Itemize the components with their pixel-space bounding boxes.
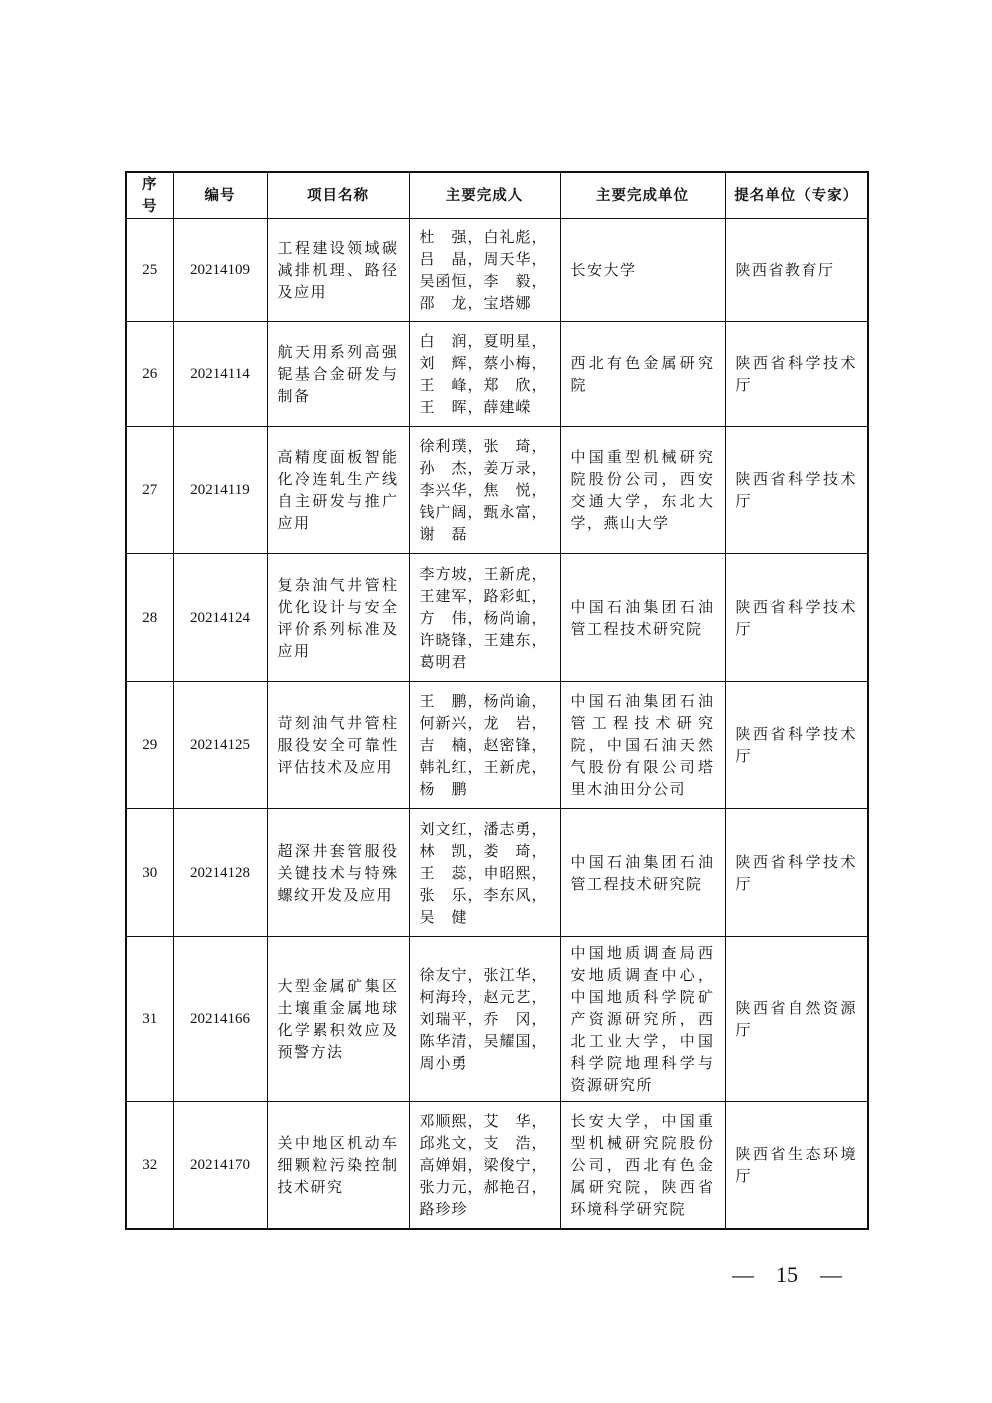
cell-index: 29 <box>126 682 173 809</box>
cell-code: 20214128 <box>173 809 267 937</box>
person-line: 杜 强，白礼彪， <box>419 228 548 246</box>
cell-nominator: 陕西省科学技术厅 <box>725 554 868 682</box>
table-row <box>126 554 868 682</box>
person-line: 邵 龙，宝塔娜 <box>419 294 532 312</box>
table-row <box>126 427 868 554</box>
person-line: 谢 磊 <box>419 525 468 543</box>
cell-code: 20214124 <box>173 554 267 682</box>
person-line: 张 乐，李东风， <box>419 885 548 904</box>
header-nominator: 提名单位（专家） <box>725 172 868 219</box>
cell-code: 20214119 <box>173 427 267 554</box>
cell-project-name: 航天用系列高强铌基合金研发与制备 <box>267 322 409 427</box>
cell-index: 25 <box>126 219 173 322</box>
person-line: 王 蕊，申昭熙， <box>419 863 548 882</box>
cell-nominator: 陕西省自然资源厅 <box>725 937 868 1102</box>
person-line: 邓顺熙，艾 华， <box>419 1111 548 1130</box>
person-line: 吕 晶，周天华， <box>419 250 548 268</box>
table-row <box>126 219 868 322</box>
page-number-value: 15 <box>776 1262 799 1287</box>
header-units: 主要完成单位 <box>560 172 725 219</box>
header-code: 编号 <box>173 172 267 219</box>
cell-index: 26 <box>126 322 173 427</box>
person-line: 白 润，夏明星， <box>419 332 548 350</box>
cell-people <box>409 322 560 427</box>
cell-index: 31 <box>126 937 173 1102</box>
person-line: 王 鹏，杨尚谕， <box>419 692 548 710</box>
cell-project-name: 高精度面板智能化冷连轧生产线自主研发与推广应用 <box>267 427 409 554</box>
cell-people <box>409 554 560 682</box>
cell-index: 30 <box>126 809 173 937</box>
cell-index: 32 <box>126 1102 173 1229</box>
cell-code: 20214170 <box>173 1102 267 1229</box>
table-row <box>126 1102 868 1229</box>
person-line: 何新兴，龙 岩， <box>419 714 548 732</box>
person-line: 王 晖，薛建嵘 <box>419 398 532 416</box>
cell-nominator: 陕西省生态环境厅 <box>725 1102 868 1229</box>
cell-code: 20214114 <box>173 322 267 427</box>
cell-nominator: 陕西省科学技术厅 <box>725 682 868 809</box>
person-line: 邱兆文，支 浩， <box>419 1133 548 1152</box>
person-line: 王建军，路彩虹， <box>419 586 548 605</box>
page-number: — 15 — <box>732 1262 843 1287</box>
cell-nominator: 陕西省科学技术厅 <box>725 427 868 554</box>
cell-code: 20214125 <box>173 682 267 809</box>
cell-units: 中国地质调查局西安地质调查中心，中国地质科学院矿产资源研究所，西北工业大学，中国科学院地理科学与资源研究所 <box>560 937 725 1102</box>
cell-people <box>409 427 560 554</box>
person-line: 林 凯，娄 琦， <box>419 841 548 860</box>
person-line: 吉 楠，赵密锋， <box>419 736 548 754</box>
header-project: 项目名称 <box>267 172 409 219</box>
person-line: 钱广阔，甄永富， <box>419 503 548 521</box>
person-line: 刘瑞平，乔 冈， <box>419 1010 548 1028</box>
table-row <box>126 322 868 427</box>
cell-project-name: 大型金属矿集区土壤重金属地球化学累积效应及预警方法 <box>267 937 409 1102</box>
cell-project-name: 苛刻油气井管柱服役安全可靠性评估技术及应用 <box>267 682 409 809</box>
person-line: 葛明君 <box>419 652 468 671</box>
person-line: 杨 鹏 <box>419 780 468 798</box>
person-line: 韩礼红，王新虎， <box>419 758 548 776</box>
person-line: 李方坡，王新虎， <box>419 564 548 583</box>
cell-nominator: 陕西省科学技术厅 <box>725 322 868 427</box>
person-line: 张力元，郝艳召， <box>419 1177 548 1196</box>
person-line: 周小勇 <box>419 1054 468 1072</box>
person-line: 吴函恒，李 毅， <box>419 272 548 290</box>
cell-units: 中国重型机械研究院股份公司，西安交通大学，东北大学，燕山大学 <box>560 427 725 554</box>
person-line: 刘 辉，蔡小梅， <box>419 354 548 372</box>
header-row <box>126 172 868 219</box>
cell-code: 20214109 <box>173 219 267 322</box>
cell-nominator: 陕西省教育厅 <box>725 219 868 322</box>
person-line: 李兴华，焦 悦， <box>419 481 548 499</box>
table-row <box>126 809 868 937</box>
table-row <box>126 937 868 1102</box>
person-line: 徐友宁，张江华， <box>419 966 548 984</box>
cell-units: 西北有色金属研究院 <box>560 322 725 427</box>
cell-index: 27 <box>126 427 173 554</box>
cell-people <box>409 682 560 809</box>
cell-index: 28 <box>126 554 173 682</box>
cell-people <box>409 937 560 1102</box>
cell-people <box>409 219 560 322</box>
person-line: 方 伟，杨尚谕， <box>419 608 548 627</box>
cell-units: 长安大学，中国重型机械研究院股份公司，西北有色金属研究院，陕西省环境科学研究院 <box>560 1102 725 1229</box>
person-line: 刘文红，潘志勇， <box>419 819 548 838</box>
header-index: 序号 <box>126 172 173 219</box>
person-line: 陈华清，吴耀国， <box>419 1032 548 1050</box>
cell-people <box>409 1102 560 1229</box>
cell-project-name: 关中地区机动车细颗粒污染控制技术研究 <box>267 1102 409 1229</box>
person-line: 吴 健 <box>419 907 468 926</box>
person-line: 高婵娟，梁俊宁， <box>419 1155 548 1174</box>
table-row <box>126 682 868 809</box>
cell-people <box>409 809 560 937</box>
cell-units: 中国石油集团石油管工程技术研究院 <box>560 809 725 937</box>
cell-project-name: 超深井套管服役关键技术与特殊螺纹开发及应用 <box>267 809 409 937</box>
award-table <box>125 171 869 1230</box>
person-line: 徐利璞，张 琦， <box>419 437 548 455</box>
person-line: 许晓锋，王建东， <box>419 630 548 649</box>
cell-project-name: 工程建设领域碳减排机理、路径及应用 <box>267 219 409 322</box>
person-line: 柯海玲，赵元艺， <box>419 988 548 1006</box>
cell-units: 中国石油集团石油管工程技术研究院 <box>560 554 725 682</box>
cell-project-name: 复杂油气井管柱优化设计与安全评价系列标准及应用 <box>267 554 409 682</box>
person-line: 路珍珍 <box>419 1199 468 1218</box>
header-people: 主要完成人 <box>409 172 560 219</box>
cell-units: 长安大学 <box>560 219 725 322</box>
cell-nominator: 陕西省科学技术厅 <box>725 809 868 937</box>
cell-units: 中国石油集团石油管工程技术研究院，中国石油天然气股份有限公司塔里木油田分公司 <box>560 682 725 809</box>
person-line: 孙 杰，姜万录， <box>419 459 548 477</box>
cell-code: 20214166 <box>173 937 267 1102</box>
person-line: 王 峰，郑 欣， <box>419 376 548 394</box>
